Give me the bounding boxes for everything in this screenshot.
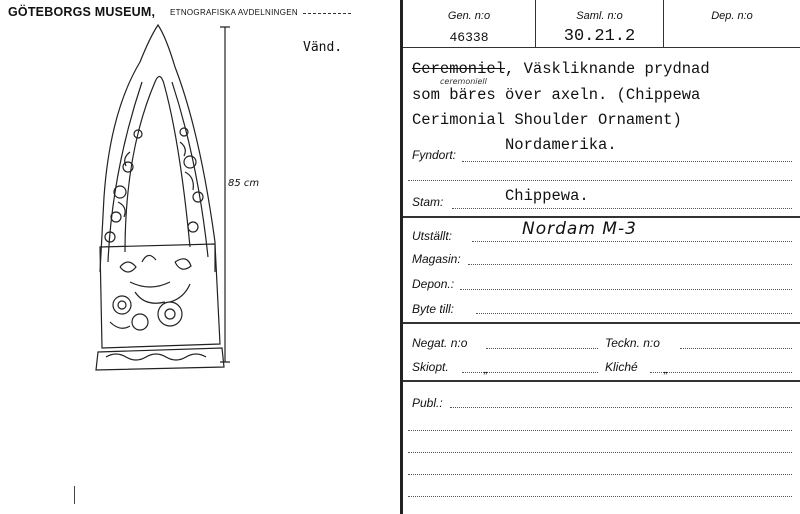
magasin-line [468, 264, 792, 265]
saml-number-label: Saml. n:o [576, 10, 623, 22]
stam-line [452, 208, 792, 209]
blank-line-5 [408, 496, 792, 497]
catalogue-card [400, 0, 800, 514]
header-dash-line [303, 13, 351, 14]
card-left-border [400, 0, 403, 514]
skiopt-ditto: „ [484, 362, 488, 376]
kliche-ditto: „ [664, 362, 668, 376]
description-line-3: Cerimonial Shoulder Ornament) [412, 111, 682, 129]
description-line-1 [412, 60, 710, 78]
saml-number-cell [536, 0, 664, 47]
ornament-sketch [80, 22, 330, 382]
kliche-label: Kliché [605, 360, 638, 374]
section-rule-2 [403, 322, 800, 324]
utstallt-label: Utställt: [412, 229, 453, 243]
byte-label: Byte till: [412, 302, 455, 316]
negat-line [486, 348, 598, 349]
fyndort-label: Fyndort: [412, 148, 457, 162]
museum-name: GÖTEBORGS MUSEUM, [8, 5, 156, 19]
gen-number-value: 46338 [449, 30, 489, 45]
measurement-note: 85 cm [228, 178, 260, 189]
utstallt-line [472, 241, 792, 242]
skiopt-line [462, 372, 598, 373]
blank-line-1 [408, 180, 792, 181]
struck-word: Ceremoniel [412, 60, 506, 78]
byte-line [476, 313, 792, 314]
depon-label: Depon.: [412, 277, 455, 291]
handwritten-correction: ceremoniell [440, 77, 487, 86]
gen-number-label: Gen. n:o [447, 10, 491, 22]
section-rule-1 [403, 216, 800, 218]
department-name: ETNOGRAFISKA AVDELNINGEN [170, 8, 298, 17]
kliche-line [650, 372, 792, 373]
depon-line [460, 289, 792, 290]
dep-number-cell [664, 0, 800, 47]
blank-line-3 [408, 452, 792, 453]
stam-label: Stam: [412, 195, 444, 209]
saml-number-value: 30.21.2 [563, 27, 636, 46]
section-rule-3 [403, 380, 800, 382]
magasin-label: Magasin: [412, 252, 461, 266]
utstallt-value: Nordam M-3 [522, 219, 637, 239]
negat-label: Negat. n:o [412, 336, 468, 350]
fyndort-line [462, 161, 792, 162]
blank-line-4 [408, 474, 792, 475]
turn-over-note: Vänd. [303, 40, 343, 55]
fyndort-value: Nordamerika. [505, 136, 617, 154]
blank-line-2 [408, 430, 792, 431]
description-line-2: som bäres över axeln. (Chippewa [412, 86, 701, 104]
edge-mark [74, 486, 75, 504]
publ-label: Publ.: [412, 396, 443, 410]
skiopt-label: Skiopt. [412, 360, 449, 374]
teckn-line [680, 348, 792, 349]
stam-value: Chippewa. [505, 187, 589, 205]
gen-number-cell [403, 0, 536, 47]
teckn-label: Teckn. n:o [605, 336, 660, 350]
card-header-row [403, 0, 800, 48]
dep-number-label: Dep. n:o [711, 10, 753, 22]
publ-line [450, 407, 792, 408]
description-line-1-rest: , Väskliknande prydnad [505, 60, 710, 78]
